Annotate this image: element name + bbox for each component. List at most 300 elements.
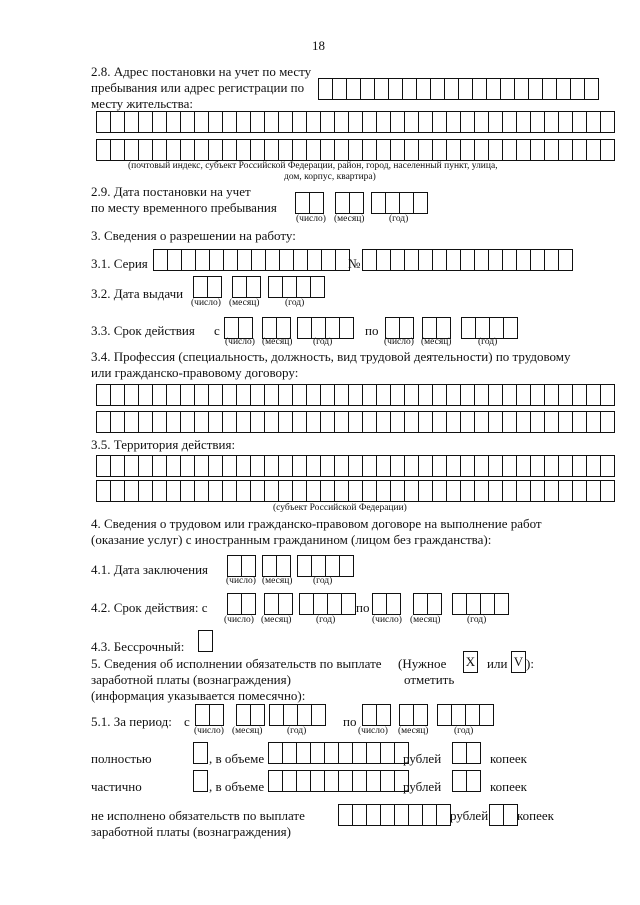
char-cell[interactable]	[572, 411, 587, 433]
char-cell[interactable]	[236, 384, 251, 406]
char-cell[interactable]	[325, 317, 340, 339]
s29-year-boxes[interactable]	[371, 192, 427, 214]
char-cell[interactable]	[193, 770, 208, 792]
char-cell[interactable]	[432, 139, 447, 161]
char-cell[interactable]	[311, 704, 326, 726]
char-cell[interactable]	[516, 139, 531, 161]
s4-to-year[interactable]	[452, 593, 508, 615]
char-cell[interactable]	[138, 455, 153, 477]
validity-to-month[interactable]	[422, 317, 450, 339]
number-boxes[interactable]	[362, 249, 572, 271]
char-cell[interactable]	[502, 384, 517, 406]
char-cell[interactable]	[376, 704, 391, 726]
char-cell[interactable]	[334, 455, 349, 477]
char-cell[interactable]	[399, 704, 414, 726]
char-cell[interactable]	[474, 249, 489, 271]
char-cell[interactable]	[586, 411, 601, 433]
char-cell[interactable]	[600, 111, 615, 133]
char-cell[interactable]	[558, 384, 573, 406]
char-cell[interactable]	[334, 411, 349, 433]
char-cell[interactable]	[404, 384, 419, 406]
char-cell[interactable]	[586, 480, 601, 502]
validity-from-month[interactable]	[262, 317, 290, 339]
char-cell[interactable]	[474, 480, 489, 502]
char-cell[interactable]	[325, 555, 340, 577]
char-cell[interactable]	[404, 249, 419, 271]
char-cell[interactable]	[208, 139, 223, 161]
char-cell[interactable]	[208, 480, 223, 502]
char-cell[interactable]	[362, 455, 377, 477]
char-cell[interactable]	[404, 411, 419, 433]
char-cell[interactable]	[572, 139, 587, 161]
char-cell[interactable]	[390, 111, 405, 133]
char-cell[interactable]	[166, 411, 181, 433]
profession-boxes-1[interactable]	[96, 384, 614, 406]
char-cell[interactable]	[494, 593, 509, 615]
char-cell[interactable]	[338, 742, 353, 764]
char-cell[interactable]	[544, 249, 559, 271]
char-cell[interactable]	[558, 411, 573, 433]
char-cell[interactable]	[180, 384, 195, 406]
char-cell[interactable]	[250, 384, 265, 406]
address-boxes-2[interactable]	[96, 111, 614, 133]
conclusion-month[interactable]	[262, 555, 290, 577]
char-cell[interactable]	[489, 804, 504, 826]
char-cell[interactable]	[180, 480, 195, 502]
char-cell[interactable]	[380, 742, 395, 764]
char-cell[interactable]	[446, 384, 461, 406]
char-cell[interactable]	[586, 111, 601, 133]
char-cell[interactable]	[138, 139, 153, 161]
s29-month-boxes[interactable]	[335, 192, 363, 214]
char-cell[interactable]	[362, 249, 377, 271]
char-cell[interactable]	[282, 770, 297, 792]
char-cell[interactable]	[404, 455, 419, 477]
char-cell[interactable]	[516, 480, 531, 502]
char-cell[interactable]	[390, 455, 405, 477]
char-cell[interactable]	[262, 555, 277, 577]
char-cell[interactable]	[460, 455, 475, 477]
char-cell[interactable]	[451, 704, 466, 726]
char-cell[interactable]	[376, 111, 391, 133]
char-cell[interactable]	[516, 249, 531, 271]
char-cell[interactable]	[475, 317, 490, 339]
period-to-day[interactable]	[362, 704, 390, 726]
char-cell[interactable]	[166, 384, 181, 406]
char-cell[interactable]	[366, 742, 381, 764]
char-cell[interactable]	[460, 480, 475, 502]
char-cell[interactable]	[558, 139, 573, 161]
char-cell[interactable]	[371, 192, 386, 214]
char-cell[interactable]	[278, 411, 293, 433]
char-cell[interactable]	[278, 593, 293, 615]
char-cell[interactable]	[167, 249, 182, 271]
char-cell[interactable]	[320, 111, 335, 133]
char-cell[interactable]	[339, 317, 354, 339]
period-from-month[interactable]	[236, 704, 264, 726]
char-cell[interactable]	[460, 111, 475, 133]
char-cell[interactable]	[348, 139, 363, 161]
char-cell[interactable]	[278, 111, 293, 133]
char-cell[interactable]	[474, 111, 489, 133]
partial-kopecks-boxes[interactable]	[452, 770, 480, 792]
char-cell[interactable]	[264, 480, 279, 502]
char-cell[interactable]	[334, 139, 349, 161]
char-cell[interactable]	[516, 455, 531, 477]
series-boxes[interactable]	[153, 249, 349, 271]
char-cell[interactable]	[195, 704, 210, 726]
territory-boxes-1[interactable]	[96, 455, 614, 477]
char-cell[interactable]	[311, 555, 326, 577]
char-cell[interactable]	[96, 411, 111, 433]
partial-rubles-boxes[interactable]	[268, 770, 408, 792]
char-cell[interactable]	[209, 704, 224, 726]
char-cell[interactable]	[349, 192, 364, 214]
char-cell[interactable]	[310, 770, 325, 792]
char-cell[interactable]	[138, 384, 153, 406]
char-cell[interactable]	[327, 593, 342, 615]
char-cell[interactable]	[586, 139, 601, 161]
char-cell[interactable]	[502, 139, 517, 161]
char-cell[interactable]	[222, 384, 237, 406]
char-cell[interactable]	[348, 480, 363, 502]
char-cell[interactable]	[166, 139, 181, 161]
char-cell[interactable]	[320, 384, 335, 406]
char-cell[interactable]	[138, 411, 153, 433]
char-cell[interactable]	[96, 384, 111, 406]
char-cell[interactable]	[320, 411, 335, 433]
char-cell[interactable]	[500, 78, 515, 100]
char-cell[interactable]	[432, 480, 447, 502]
char-cell[interactable]	[237, 249, 252, 271]
char-cell[interactable]	[110, 411, 125, 433]
char-cell[interactable]	[503, 317, 518, 339]
char-cell[interactable]	[362, 111, 377, 133]
char-cell[interactable]	[264, 455, 279, 477]
char-cell[interactable]	[460, 139, 475, 161]
char-cell[interactable]	[584, 78, 599, 100]
char-cell[interactable]	[278, 384, 293, 406]
char-cell[interactable]	[283, 704, 298, 726]
unfulfilled-kopecks-boxes[interactable]	[489, 804, 517, 826]
char-cell[interactable]	[208, 111, 223, 133]
char-cell[interactable]	[124, 455, 139, 477]
char-cell[interactable]	[268, 770, 283, 792]
char-cell[interactable]	[320, 480, 335, 502]
char-cell[interactable]	[544, 111, 559, 133]
char-cell[interactable]	[465, 704, 480, 726]
char-cell[interactable]	[292, 455, 307, 477]
char-cell[interactable]	[436, 804, 451, 826]
char-cell[interactable]	[264, 384, 279, 406]
char-cell[interactable]	[352, 804, 367, 826]
char-cell[interactable]	[250, 455, 265, 477]
char-cell[interactable]	[181, 249, 196, 271]
char-cell[interactable]	[268, 742, 283, 764]
address-boxes-1[interactable]	[318, 78, 598, 100]
char-cell[interactable]	[444, 78, 459, 100]
char-cell[interactable]	[279, 249, 294, 271]
char-cell[interactable]	[334, 111, 349, 133]
validity-to-day[interactable]	[385, 317, 413, 339]
char-cell[interactable]	[332, 78, 347, 100]
char-cell[interactable]	[152, 384, 167, 406]
char-cell[interactable]	[572, 480, 587, 502]
char-cell[interactable]	[413, 192, 428, 214]
char-cell[interactable]	[572, 111, 587, 133]
char-cell[interactable]	[418, 455, 433, 477]
char-cell[interactable]	[324, 742, 339, 764]
char-cell[interactable]	[251, 249, 266, 271]
char-cell[interactable]	[502, 480, 517, 502]
char-cell[interactable]	[542, 78, 557, 100]
char-cell[interactable]	[307, 249, 322, 271]
char-cell[interactable]	[366, 770, 381, 792]
char-cell[interactable]	[376, 411, 391, 433]
char-cell[interactable]	[558, 111, 573, 133]
char-cell[interactable]	[544, 455, 559, 477]
char-cell[interactable]	[418, 139, 433, 161]
char-cell[interactable]	[152, 411, 167, 433]
char-cell[interactable]	[544, 480, 559, 502]
char-cell[interactable]	[516, 111, 531, 133]
char-cell[interactable]	[223, 249, 238, 271]
char-cell[interactable]	[250, 111, 265, 133]
char-cell[interactable]	[586, 384, 601, 406]
char-cell[interactable]	[292, 384, 307, 406]
char-cell[interactable]	[600, 384, 615, 406]
char-cell[interactable]	[488, 249, 503, 271]
char-cell[interactable]	[385, 317, 400, 339]
char-cell[interactable]	[399, 192, 414, 214]
char-cell[interactable]	[480, 593, 495, 615]
period-from-year[interactable]	[269, 704, 325, 726]
char-cell[interactable]	[362, 480, 377, 502]
validity-from-year[interactable]	[297, 317, 353, 339]
char-cell[interactable]	[502, 455, 517, 477]
char-cell[interactable]	[232, 276, 247, 298]
char-cell[interactable]	[222, 139, 237, 161]
char-cell[interactable]	[452, 593, 467, 615]
char-cell[interactable]	[338, 770, 353, 792]
char-cell[interactable]	[124, 384, 139, 406]
char-cell[interactable]	[297, 704, 312, 726]
char-cell[interactable]	[432, 411, 447, 433]
char-cell[interactable]	[310, 742, 325, 764]
char-cell[interactable]	[222, 411, 237, 433]
char-cell[interactable]	[166, 480, 181, 502]
char-cell[interactable]	[292, 111, 307, 133]
char-cell[interactable]	[446, 480, 461, 502]
char-cell[interactable]	[544, 411, 559, 433]
char-cell[interactable]	[278, 139, 293, 161]
char-cell[interactable]	[194, 111, 209, 133]
char-cell[interactable]	[466, 742, 481, 764]
char-cell[interactable]	[306, 384, 321, 406]
char-cell[interactable]	[282, 276, 297, 298]
s29-day-boxes[interactable]	[295, 192, 323, 214]
char-cell[interactable]	[306, 455, 321, 477]
char-cell[interactable]	[390, 384, 405, 406]
char-cell[interactable]	[346, 78, 361, 100]
char-cell[interactable]	[348, 384, 363, 406]
char-cell[interactable]	[166, 111, 181, 133]
char-cell[interactable]	[408, 804, 423, 826]
char-cell[interactable]	[180, 139, 195, 161]
char-cell[interactable]	[380, 804, 395, 826]
char-cell[interactable]	[278, 455, 293, 477]
char-cell[interactable]	[472, 78, 487, 100]
profession-boxes-2[interactable]	[96, 411, 614, 433]
char-cell[interactable]	[376, 249, 391, 271]
char-cell[interactable]	[430, 78, 445, 100]
char-cell[interactable]	[335, 192, 350, 214]
s4-from-year[interactable]	[299, 593, 355, 615]
char-cell[interactable]	[110, 455, 125, 477]
char-cell[interactable]	[194, 411, 209, 433]
char-cell[interactable]	[474, 139, 489, 161]
char-cell[interactable]	[544, 139, 559, 161]
char-cell[interactable]	[466, 770, 481, 792]
char-cell[interactable]	[96, 111, 111, 133]
char-cell[interactable]	[310, 276, 325, 298]
char-cell[interactable]	[366, 804, 381, 826]
char-cell[interactable]	[292, 480, 307, 502]
char-cell[interactable]	[250, 411, 265, 433]
char-cell[interactable]	[446, 411, 461, 433]
char-cell[interactable]	[262, 317, 277, 339]
period-from-day[interactable]	[195, 704, 223, 726]
char-cell[interactable]	[264, 593, 279, 615]
char-cell[interactable]	[390, 139, 405, 161]
char-cell[interactable]	[124, 411, 139, 433]
char-cell[interactable]	[264, 411, 279, 433]
char-cell[interactable]	[276, 317, 291, 339]
indefinite-checkbox[interactable]	[198, 630, 212, 652]
char-cell[interactable]	[320, 455, 335, 477]
char-cell[interactable]	[413, 704, 428, 726]
char-cell[interactable]	[195, 249, 210, 271]
char-cell[interactable]	[390, 249, 405, 271]
char-cell[interactable]	[224, 317, 239, 339]
char-cell[interactable]	[362, 704, 377, 726]
char-cell[interactable]	[558, 480, 573, 502]
conclusion-year[interactable]	[297, 555, 353, 577]
char-cell[interactable]	[460, 411, 475, 433]
char-cell[interactable]	[152, 480, 167, 502]
char-cell[interactable]	[110, 139, 125, 161]
char-cell[interactable]	[479, 704, 494, 726]
char-cell[interactable]	[297, 555, 312, 577]
char-cell[interactable]	[600, 411, 615, 433]
char-cell[interactable]	[413, 593, 428, 615]
char-cell[interactable]	[306, 111, 321, 133]
char-cell[interactable]	[380, 770, 395, 792]
char-cell[interactable]	[600, 480, 615, 502]
char-cell[interactable]	[388, 78, 403, 100]
char-cell[interactable]	[362, 411, 377, 433]
char-cell[interactable]	[376, 455, 391, 477]
char-cell[interactable]	[293, 249, 308, 271]
char-cell[interactable]	[295, 192, 310, 214]
full-kopecks-boxes[interactable]	[452, 742, 480, 764]
char-cell[interactable]	[432, 455, 447, 477]
char-cell[interactable]	[138, 480, 153, 502]
char-cell[interactable]	[362, 139, 377, 161]
char-cell[interactable]	[153, 249, 168, 271]
char-cell[interactable]	[264, 139, 279, 161]
char-cell[interactable]	[296, 742, 311, 764]
char-cell[interactable]	[193, 276, 208, 298]
char-cell[interactable]	[265, 249, 280, 271]
char-cell[interactable]	[209, 249, 224, 271]
char-cell[interactable]	[404, 111, 419, 133]
char-cell[interactable]	[558, 455, 573, 477]
char-cell[interactable]	[432, 249, 447, 271]
char-cell[interactable]	[296, 770, 311, 792]
char-cell[interactable]	[306, 411, 321, 433]
char-cell[interactable]	[180, 111, 195, 133]
char-cell[interactable]	[334, 480, 349, 502]
char-cell[interactable]	[402, 78, 417, 100]
char-cell[interactable]	[530, 249, 545, 271]
char-cell[interactable]	[236, 139, 251, 161]
char-cell[interactable]	[110, 111, 125, 133]
char-cell[interactable]	[282, 742, 297, 764]
territory-boxes-2[interactable]	[96, 480, 614, 502]
char-cell[interactable]	[296, 276, 311, 298]
char-cell[interactable]	[334, 384, 349, 406]
char-cell[interactable]	[320, 139, 335, 161]
char-cell[interactable]	[399, 317, 414, 339]
char-cell[interactable]	[236, 455, 251, 477]
char-cell[interactable]	[502, 411, 517, 433]
char-cell[interactable]	[180, 411, 195, 433]
s4-to-month[interactable]	[413, 593, 441, 615]
char-cell[interactable]	[222, 480, 237, 502]
char-cell[interactable]	[489, 317, 504, 339]
char-cell[interactable]	[486, 78, 501, 100]
char-cell[interactable]	[278, 480, 293, 502]
char-cell[interactable]	[264, 111, 279, 133]
char-cell[interactable]	[422, 804, 437, 826]
char-cell[interactable]	[276, 555, 291, 577]
char-cell[interactable]	[269, 704, 284, 726]
char-cell[interactable]	[503, 804, 518, 826]
char-cell[interactable]	[422, 317, 437, 339]
char-cell[interactable]	[124, 480, 139, 502]
char-cell[interactable]	[556, 78, 571, 100]
char-cell[interactable]	[152, 111, 167, 133]
validity-to-year[interactable]	[461, 317, 517, 339]
char-cell[interactable]	[418, 111, 433, 133]
char-cell[interactable]	[352, 770, 367, 792]
char-cell[interactable]	[488, 455, 503, 477]
char-cell[interactable]	[180, 455, 195, 477]
char-cell[interactable]	[222, 455, 237, 477]
char-cell[interactable]	[528, 78, 543, 100]
char-cell[interactable]	[474, 411, 489, 433]
full-rubles-boxes[interactable]	[268, 742, 408, 764]
char-cell[interactable]	[241, 555, 256, 577]
char-cell[interactable]	[372, 593, 387, 615]
char-cell[interactable]	[474, 384, 489, 406]
char-cell[interactable]	[530, 111, 545, 133]
period-to-year[interactable]	[437, 704, 493, 726]
char-cell[interactable]	[418, 249, 433, 271]
char-cell[interactable]	[96, 480, 111, 502]
char-cell[interactable]	[352, 742, 367, 764]
